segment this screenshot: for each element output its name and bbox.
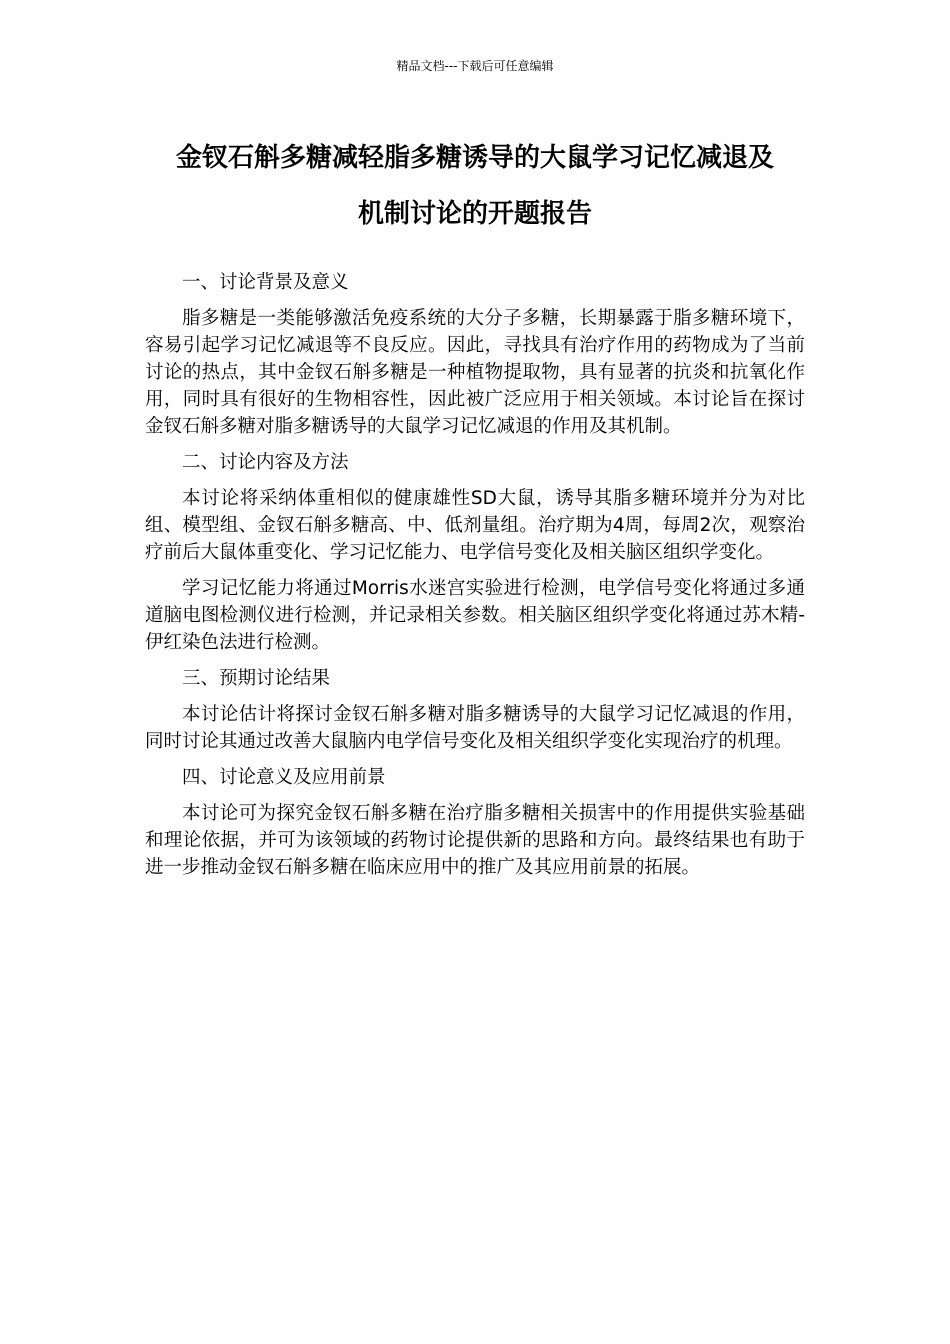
paragraph-methods-detection: 学习记忆能力将通过Morris水迷宫实验进行检测，电学信号变化将通过多通道脑电图检测仪进行检测，并记录相关参数。相关脑区组织学变化将通过苏木精-伊红染色法进行检测。	[145, 578, 805, 653]
paragraph-expected-results: 本讨论估计将探讨金钗石斛多糖对脂多糖诱导的大鼠学习记忆减退的作用，同时讨论其通过改善大鼠脑内电学信号变化及相关组织学变化实现治疗的机理。	[145, 704, 805, 752]
section-heading-background: 一、讨论背景及意义	[182, 272, 349, 293]
section-heading-significance: 四、讨论意义及应用前景	[182, 767, 386, 788]
document-title-line-2: 机制讨论的开题报告	[357, 199, 592, 229]
section-heading-expected-results: 三、预期讨论结果	[182, 668, 331, 689]
paragraph-significance: 本讨论可为探究金钗石斛多糖在治疗脂多糖相关损害中的作用提供实验基础和理论依据，并可为该领域的药物讨论提供新的思路和方向。最终结果也有助于进一步推动金钗石斛多糖在临床应用中的推广及其应用前景的拓展。	[145, 803, 805, 878]
paragraph-methods-design: 本讨论将采纳体重相似的健康雄性SD大鼠，诱导其脂多糖环境并分为对比组、模型组、金钗石斛多糖高、中、低剂量组。治疗期为4周，每周2次，观察治疗前后大鼠体重变化、学习记忆能力、电学信号变化及相关脑区组织学变化。	[145, 488, 805, 563]
document-title-line-1: 金钗石斛多糖减轻脂多糖诱导的大鼠学习记忆减退及	[175, 143, 774, 173]
document-body	[145, 269, 805, 890]
document-title	[100, 130, 850, 242]
paragraph-background: 脂多糖是一类能够激活免疫系统的大分子多糖，长期暴露于脂多糖环境下，容易引起学习记忆减退等不良反应。因此，寻找具有治疗作用的药物成为了当前讨论的热点，其中金钗石斛多糖是一种植物提取物，具有显著的抗炎和抗氧化作用，同时具有很好的生物相容性，因此被广泛应用于相关领域。本讨论旨在探讨金钗石斛多糖对脂多糖诱导的大鼠学习记忆减退的作用及其机制。	[145, 308, 805, 437]
page-header-note: 精品文档---下载后可任意编辑	[396, 59, 554, 73]
section-heading-methods: 二、讨论内容及方法	[182, 452, 349, 473]
